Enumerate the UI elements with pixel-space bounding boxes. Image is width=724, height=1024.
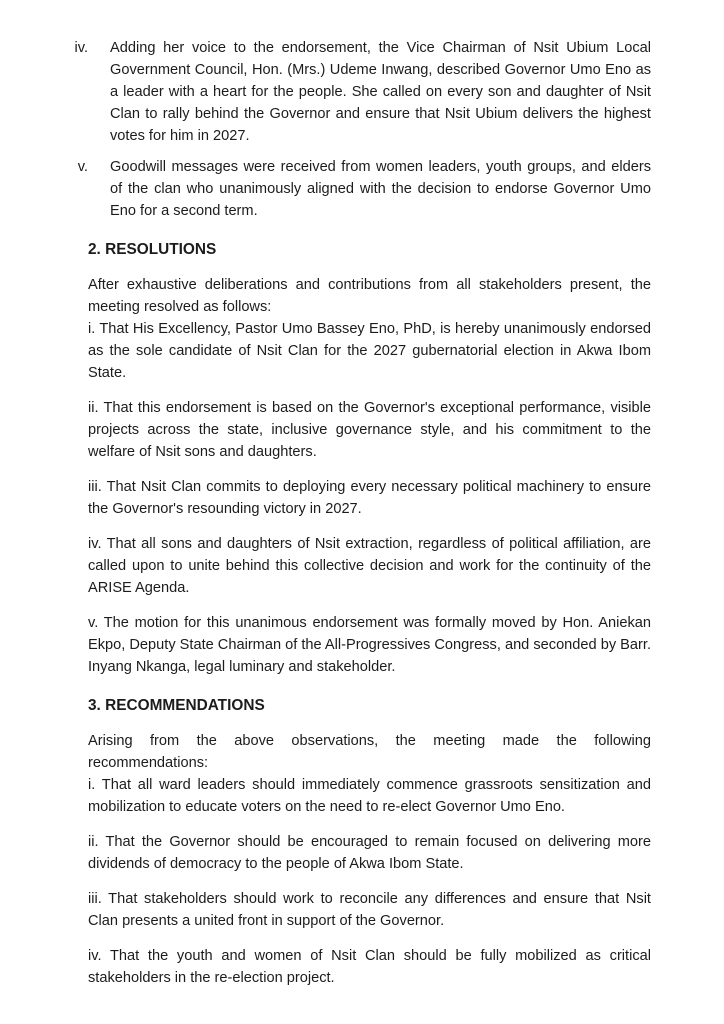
resolution-item-iv: iv. That all sons and daughters of Nsit extraction, regardless of political affiliation, are called upon to unite behind this collective decision and work for the continuity of the ARISE Agenda. — [88, 536, 651, 596]
resolution-item-i: i. That His Excellency, Pastor Umo Bassey Eno, PhD, is hereby unanimously endorsed as the sole candidate of Nsit Clan for the 2027 gubernatorial election in Akwa Ibom State. — [88, 321, 651, 381]
resolution-item-ii: ii. That this endorsement is based on the Governor's exceptional performance, visible projects across the state, inclusive governance style, and his commitment to the welfare of Nsit sons and daughters. — [88, 400, 651, 460]
recommendations-intro: Arising from the above observations, the meeting made the following recommendations: — [88, 733, 651, 771]
list-item — [48, 37, 651, 147]
list-item-text: Adding her voice to the endorsement, the Vice Chairman of Nsit Ubium Local Government Council, Hon. (Mrs.) Udeme Inwang, described Governor Umo Eno as a leader with a heart for the people. She called on every son and daughter of Nsit Clan to rally behind the Governor and ensure that Nsit Ubium delivers the highest votes for him in 2027. — [110, 40, 651, 144]
document-content — [48, 37, 651, 989]
section-heading-recommendations: 3. RECOMMENDATIONS — [88, 697, 265, 714]
section-heading-resolutions: 2. RESOLUTIONS — [88, 241, 217, 258]
list-item-number: v. — [77, 159, 88, 175]
list-item — [48, 156, 651, 222]
list-item-text: Goodwill messages were received from women leaders, youth groups, and elders of the clan who unanimously aligned with the decision to endorse Governor Umo Eno for a second term. — [110, 159, 651, 219]
resolution-item-v: v. The motion for this unanimous endorsement was formally moved by Hon. Aniekan Ekpo, Deputy State Chairman of the All-Progressives Congress, and seconded by Barr. Inyang Nkanga, legal luminary and stakeholder. — [88, 615, 651, 675]
observations-list — [48, 37, 651, 222]
list-item-number: iv. — [74, 40, 88, 56]
recommendation-item-i: i. That all ward leaders should immediately commence grassroots sensitization and mobilization to educate voters on the need to re-elect Governor Umo Eno. — [88, 777, 651, 815]
recommendation-item-iv: iv. That the youth and women of Nsit Clan should be fully mobilized as critical stakeholders in the re-election project. — [88, 948, 651, 986]
resolutions-intro: After exhaustive deliberations and contributions from all stakeholders present, the meeting resolved as follows: — [88, 277, 651, 315]
resolution-item-iii: iii. That Nsit Clan commits to deploying every necessary political machinery to ensure the Governor's resounding victory in 2027. — [88, 479, 651, 517]
recommendation-item-ii: ii. That the Governor should be encouraged to remain focused on delivering more dividends of democracy to the people of Akwa Ibom State. — [88, 834, 651, 872]
recommendation-item-iii: iii. That stakeholders should work to reconcile any differences and ensure that Nsit Clan presents a united front in support of the Governor. — [88, 891, 651, 929]
